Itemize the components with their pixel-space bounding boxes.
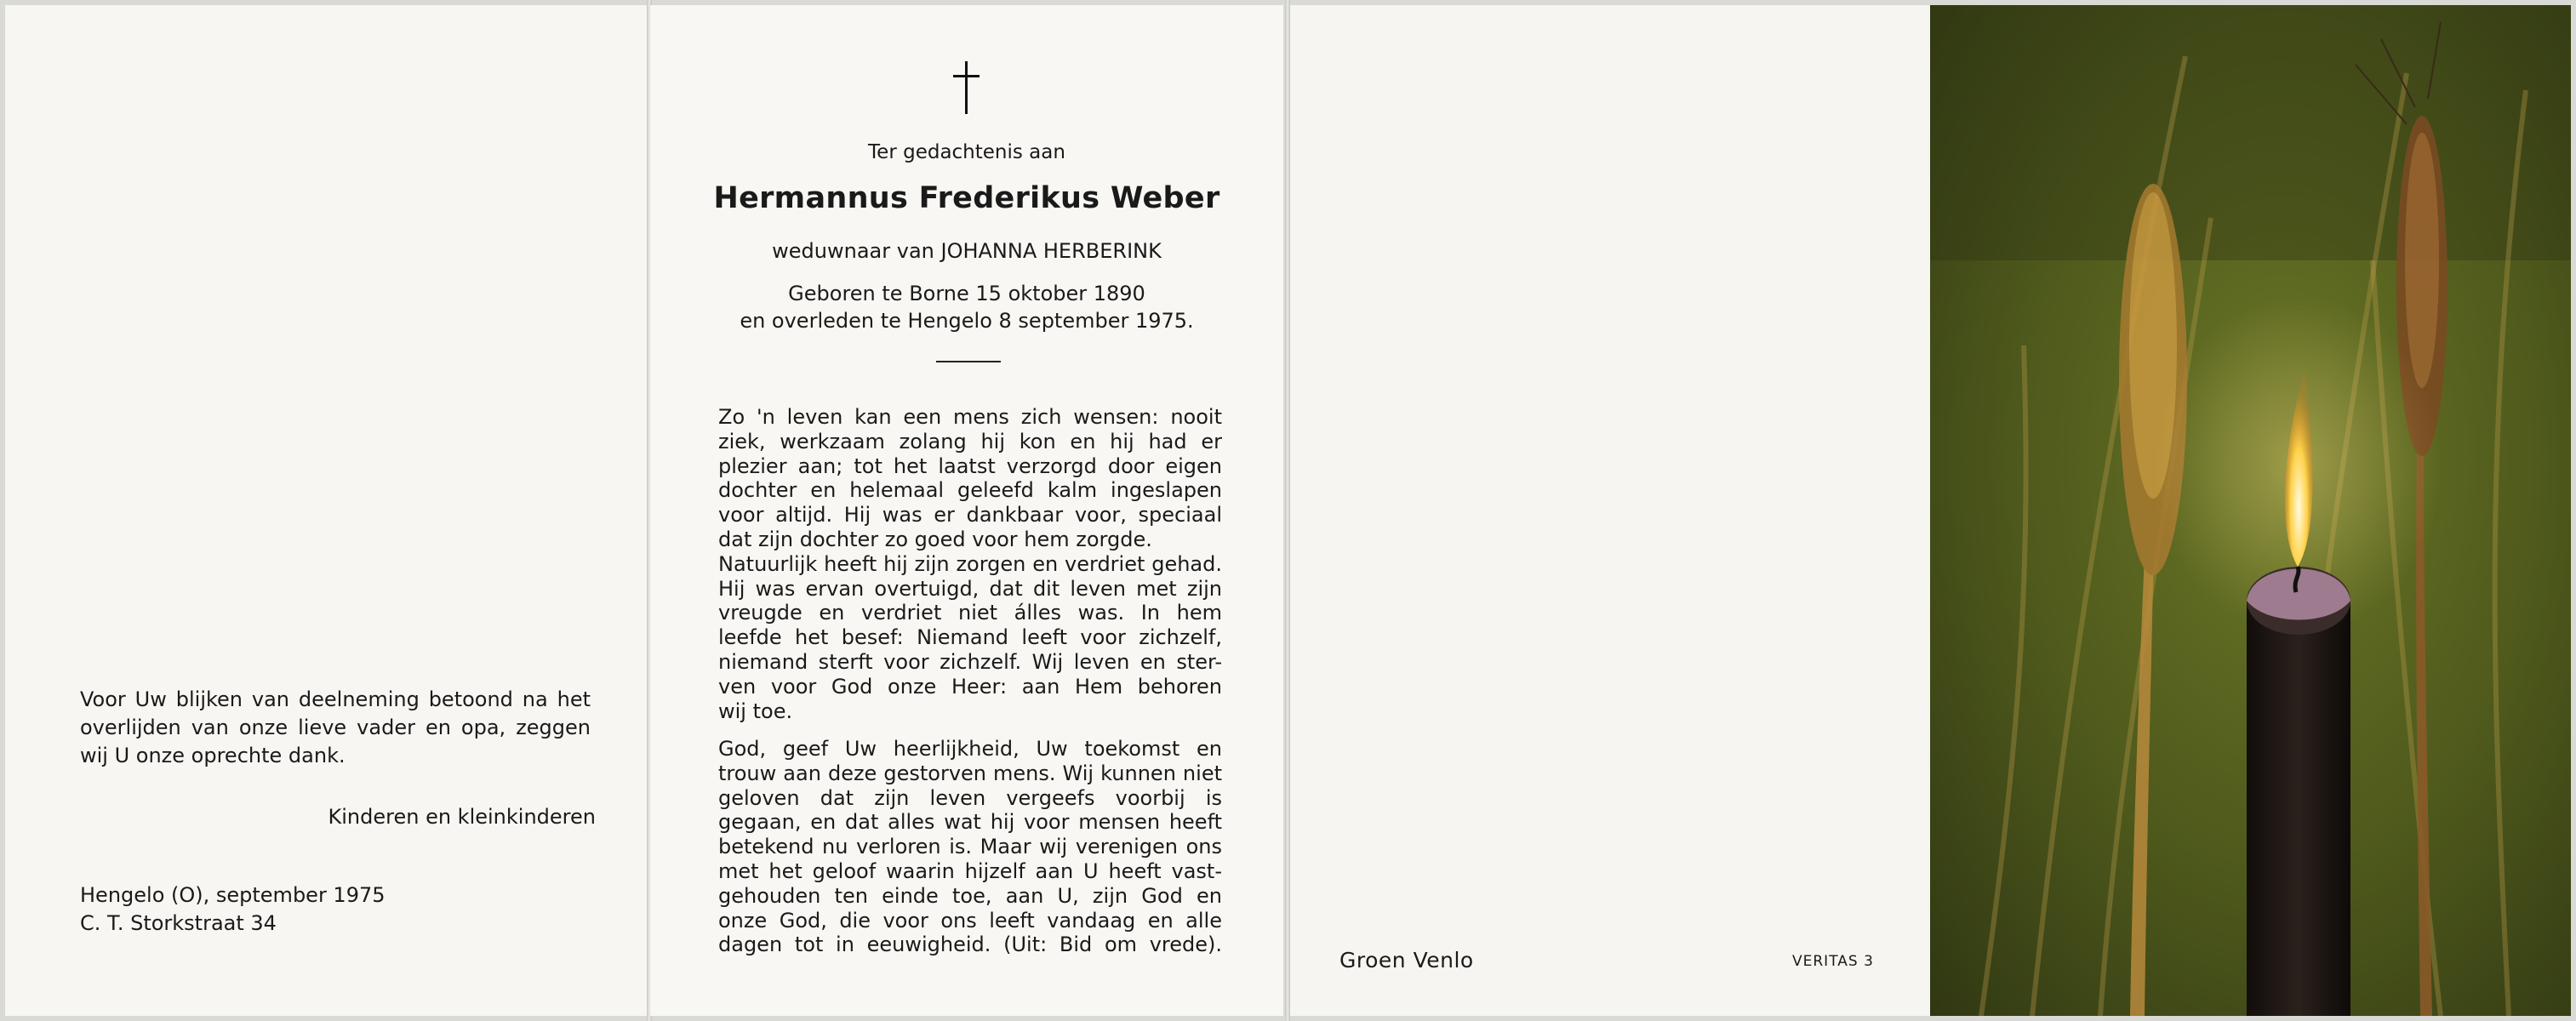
poem-line: God, geef Uw heerlijkheid, Uw toekomst en — [718, 737, 1222, 761]
poem-paragraph-2 — [718, 737, 1222, 957]
poem-line: dochter en helemaal geleefd kalm ingeslapen — [718, 478, 1222, 503]
poem-line: geloven dat zijn leven vergeefs voorbij is — [718, 785, 1222, 810]
poem-line: Zo 'n leven kan een mens zich wensen: nooit — [718, 405, 1222, 429]
poem-line: plezier aan; tot het laatst verzorgd door eigen — [718, 453, 1222, 478]
poem-line: gehouden ten einde toe, aan U, zijn God en — [718, 883, 1222, 908]
card-panel-back — [1290, 5, 1930, 1016]
poem-line: trouw aan deze gestorven mens. Wij kunnen niet — [718, 761, 1222, 785]
card-panel-left — [5, 5, 647, 1016]
poem-line: betekend nu verloren is. Maar wij verenigen ons — [718, 835, 1222, 859]
series-label: VERITAS 3 — [1792, 953, 1874, 970]
deceased-name: Hermannus Frederikus Weber — [713, 181, 1220, 215]
poem-line: Hij was ervan overtuigd, dat dit leven met zijn — [718, 576, 1222, 601]
candle-and-wheat-photo — [1930, 5, 2571, 1016]
poem-line: niemand sterft voor zichzelf. Wij leven en ster- — [718, 649, 1222, 674]
poem-line: onze God, die voor ons leeft vandaag en alle — [718, 908, 1222, 933]
poem-line: wij toe. — [718, 699, 793, 723]
thanks-text: Voor Uw blijken van deelneming betoond na het overlijden van onze lieve vader en opa, zeggen wij U onze oprechte dank. — [80, 687, 591, 767]
widower-line: weduwnaar van JOHANNA HERBERINK — [772, 239, 1162, 263]
poem-line: voor altijd. Hij was er dankbaar voor, speciaal — [718, 503, 1222, 528]
death-line: en overleden te Hengelo 8 september 1975. — [740, 309, 1194, 333]
poem-line: ziek, werkzaam zolang hij kon en hij had er — [718, 429, 1222, 453]
place-address-block — [80, 881, 386, 938]
cross-icon — [950, 61, 984, 114]
birth-line: Geboren te Borne 15 oktober 1890 — [788, 282, 1145, 305]
in-memory-heading: Ter gedachtenis aan — [868, 141, 1065, 163]
poem-line: dagen tot in eeuwigheid. (Uit: Bid om vrede). — [718, 933, 1222, 957]
publisher-label: Groen Venlo — [1339, 948, 1474, 973]
poem-line: Natuurlijk heeft hij zijn zorgen en verdriet gehad. — [718, 551, 1222, 576]
poem-line: ven voor God onze Heer: aan Hem behoren — [718, 674, 1222, 699]
poem-line: gegaan, en dat alles wat hij voor mensen heeft — [718, 810, 1222, 835]
poem-line: vreugde en verdriet niet álles was. In hem — [718, 601, 1222, 625]
signers-text: Kinderen en kleinkinderen — [328, 805, 596, 829]
card-panel-photo — [1930, 5, 2571, 1016]
poem-paragraph-1 — [718, 405, 1222, 723]
divider — [936, 361, 1001, 362]
address: C. T. Storkstraat 34 — [80, 911, 277, 935]
card-panel-center — [650, 5, 1283, 1016]
place-date: Hengelo (O), september 1975 — [80, 883, 386, 907]
poem-line: met het geloof waarin hijzelf aan U heeft vast- — [718, 858, 1222, 883]
poem-line: dat zijn dochter zo goed voor hem zorgde. — [718, 527, 1152, 551]
poem-line: leefde het besef: Niemand leeft voor zichzelf, — [718, 625, 1222, 650]
